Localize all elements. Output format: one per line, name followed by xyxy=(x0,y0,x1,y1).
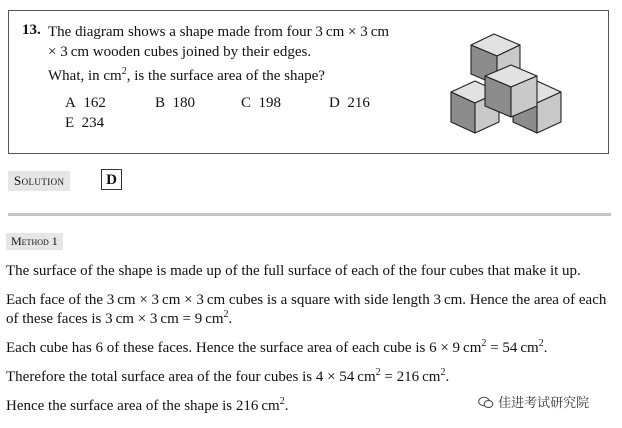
solution-paragraph-1: The surface of the shape is made up of the full surface of each of the four cubes that make it up. xyxy=(6,263,581,279)
solution-paragraph-5: Hence the surface area of the shape is 216 $cm^2$. xyxy=(6,396,289,414)
cube-front-middle xyxy=(485,65,537,117)
option-a[interactable]: A 162 xyxy=(65,95,106,111)
solution-answer: D xyxy=(101,169,122,190)
section-divider xyxy=(8,213,611,216)
watermark: 佳进考试研究院 xyxy=(478,392,589,411)
option-c[interactable]: C 198 xyxy=(241,95,282,111)
solution-paragraph-2: Each face of the 3 cm × 3 cm × 3 cm cubes is a square with side length 3 cm. Hence the area of each of these faces is 3 cm × 3 cm = 9 $cm^2$. xyxy=(6,292,607,327)
question-box xyxy=(8,10,609,154)
solution-paragraph-3: Each cube has 6 of these faces. Hence the surface area of each cube is 6 × 9 $cm^2 = 54$ $cm^2$. xyxy=(6,338,548,356)
question-prompt: What, in $cm^2$, is the surface area of the shape? xyxy=(48,66,325,84)
solution-label: Solution xyxy=(8,171,70,191)
cube-shape-diagram xyxy=(441,33,586,148)
option-b[interactable]: B 180 xyxy=(155,95,196,111)
question-number: 13. xyxy=(22,22,41,38)
method-label: Method 1 xyxy=(6,233,63,250)
solution-paragraph-4: Therefore the total surface area of the four cubes is 4 × 54 $cm^2 = 216$ $cm^2$. xyxy=(6,367,450,385)
wechat-icon xyxy=(478,396,494,409)
option-d[interactable]: D 216 xyxy=(329,95,370,111)
question-text: The diagram shows a shape made from four 3 cm × 3 cm × 3 cm wooden cubes joined by their edges. xyxy=(48,24,390,60)
option-e[interactable]: E 234 xyxy=(65,115,105,131)
